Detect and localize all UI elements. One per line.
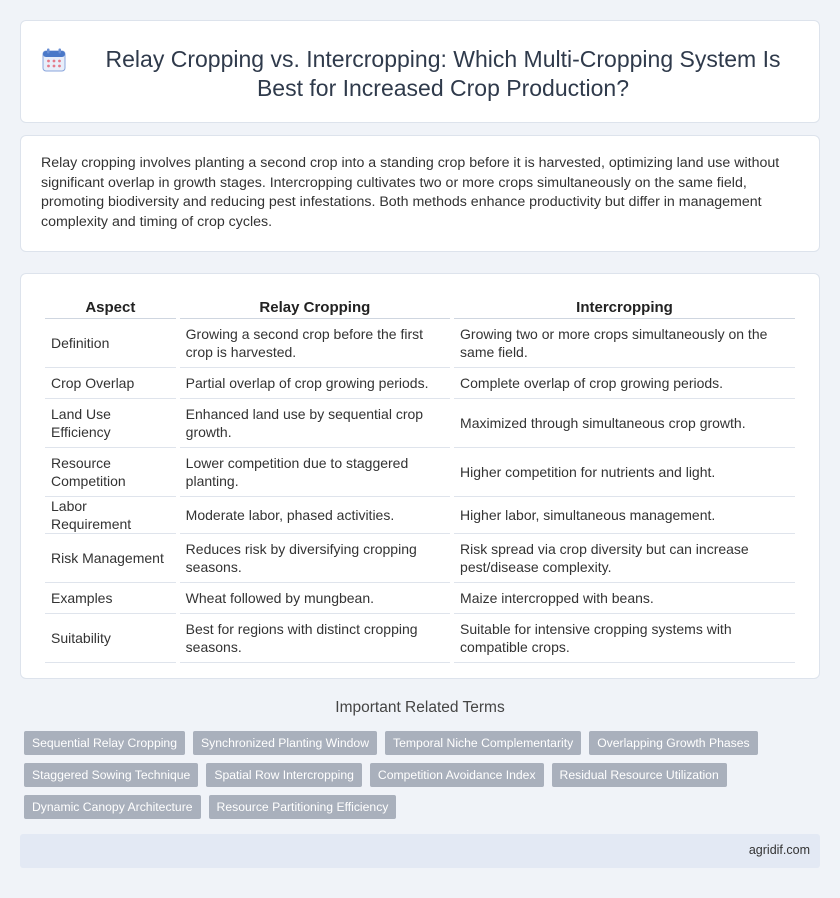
table-row	[45, 534, 795, 583]
related-term-tag[interactable]: Temporal Niche Complementarity	[385, 731, 581, 755]
aspect-cell: Examples	[45, 583, 176, 614]
relay-cell: Best for regions with distinct cropping seasons.	[180, 614, 450, 663]
table-row	[45, 583, 795, 614]
related-term-tag[interactable]: Spatial Row Intercropping	[206, 763, 362, 787]
table-row	[45, 368, 795, 399]
related-term-tag[interactable]: Synchronized Planting Window	[193, 731, 377, 755]
header-aspect: Aspect	[45, 294, 176, 319]
table-row	[45, 448, 795, 497]
related-term-tag[interactable]: Overlapping Growth Phases	[589, 731, 757, 755]
related-term-tag[interactable]: Staggered Sowing Technique	[24, 763, 198, 787]
intercrop-cell: Growing two or more crops simultaneously on the same field.	[454, 319, 795, 368]
page-title: Relay Cropping vs. Intercropping: Which Multi-Cropping System Is Best for Increased Crop Production?	[105, 46, 781, 101]
aspect-cell: Land Use Efficiency	[45, 399, 176, 448]
header-relay-cropping: Relay Cropping	[180, 294, 450, 319]
intercrop-cell: Maximized through simultaneous crop growth.	[454, 399, 795, 448]
footer-site-link[interactable]: agridif.com	[748, 843, 810, 857]
related-term-tag[interactable]: Resource Partitioning Efficiency	[209, 795, 397, 819]
relay-cell: Wheat followed by mungbean.	[180, 583, 450, 614]
aspect-cell: Risk Management	[45, 534, 176, 583]
related-term-tag[interactable]: Dynamic Canopy Architecture	[24, 795, 201, 819]
related-terms-title: Important Related Terms	[335, 699, 505, 716]
footer	[20, 834, 820, 868]
header-card	[20, 20, 820, 123]
table-row	[45, 399, 795, 448]
intercrop-cell: Higher competition for nutrients and light.	[454, 448, 795, 497]
table-row	[45, 319, 795, 368]
calendar-icon	[41, 47, 67, 73]
related-term-tag[interactable]: Residual Resource Utilization	[552, 763, 727, 787]
aspect-cell: Labor Requirement	[45, 497, 176, 534]
aspect-cell: Crop Overlap	[45, 368, 176, 399]
related-term-tag[interactable]: Competition Avoidance Index	[370, 763, 544, 787]
relay-cell: Enhanced land use by sequential crop growth.	[180, 399, 450, 448]
intercrop-cell: Higher labor, simultaneous management.	[454, 497, 795, 534]
intro-card	[20, 135, 820, 252]
header-intercropping: Intercropping	[454, 294, 795, 319]
relay-cell: Reduces risk by diversifying cropping seasons.	[180, 534, 450, 583]
aspect-cell: Resource Competition	[45, 448, 176, 497]
intro-paragraph: Relay cropping involves planting a second crop into a standing crop before it is harvested, optimizing land use without significant overlap in growth stages. Intercropping cultivates two or more crops simultaneously on the same field, promoting biodiversity and reducing pest infestations. Both methods enhance productivity but differ in management complexity and timing of crop cycles.	[41, 155, 780, 230]
intercrop-cell: Maize intercropped with beans.	[454, 583, 795, 614]
intercrop-cell: Risk spread via crop diversity but can increase pest/disease complexity.	[454, 534, 795, 583]
relay-cell: Lower competition due to staggered planting.	[180, 448, 450, 497]
intercrop-cell: Complete overlap of crop growing periods.	[454, 368, 795, 399]
comparison-table	[41, 294, 799, 663]
table-row	[45, 614, 795, 663]
relay-cell: Moderate labor, phased activities.	[180, 497, 450, 534]
table-row	[45, 497, 795, 534]
table-header-row	[45, 294, 795, 319]
relay-cell: Partial overlap of crop growing periods.	[180, 368, 450, 399]
related-term-tag[interactable]: Sequential Relay Cropping	[24, 731, 185, 755]
aspect-cell: Suitability	[45, 614, 176, 663]
related-terms-list	[24, 731, 814, 819]
aspect-cell: Definition	[45, 319, 176, 368]
comparison-card	[20, 273, 820, 679]
relay-cell: Growing a second crop before the first crop is harvested.	[180, 319, 450, 368]
intercrop-cell: Suitable for intensive cropping systems with compatible crops.	[454, 614, 795, 663]
